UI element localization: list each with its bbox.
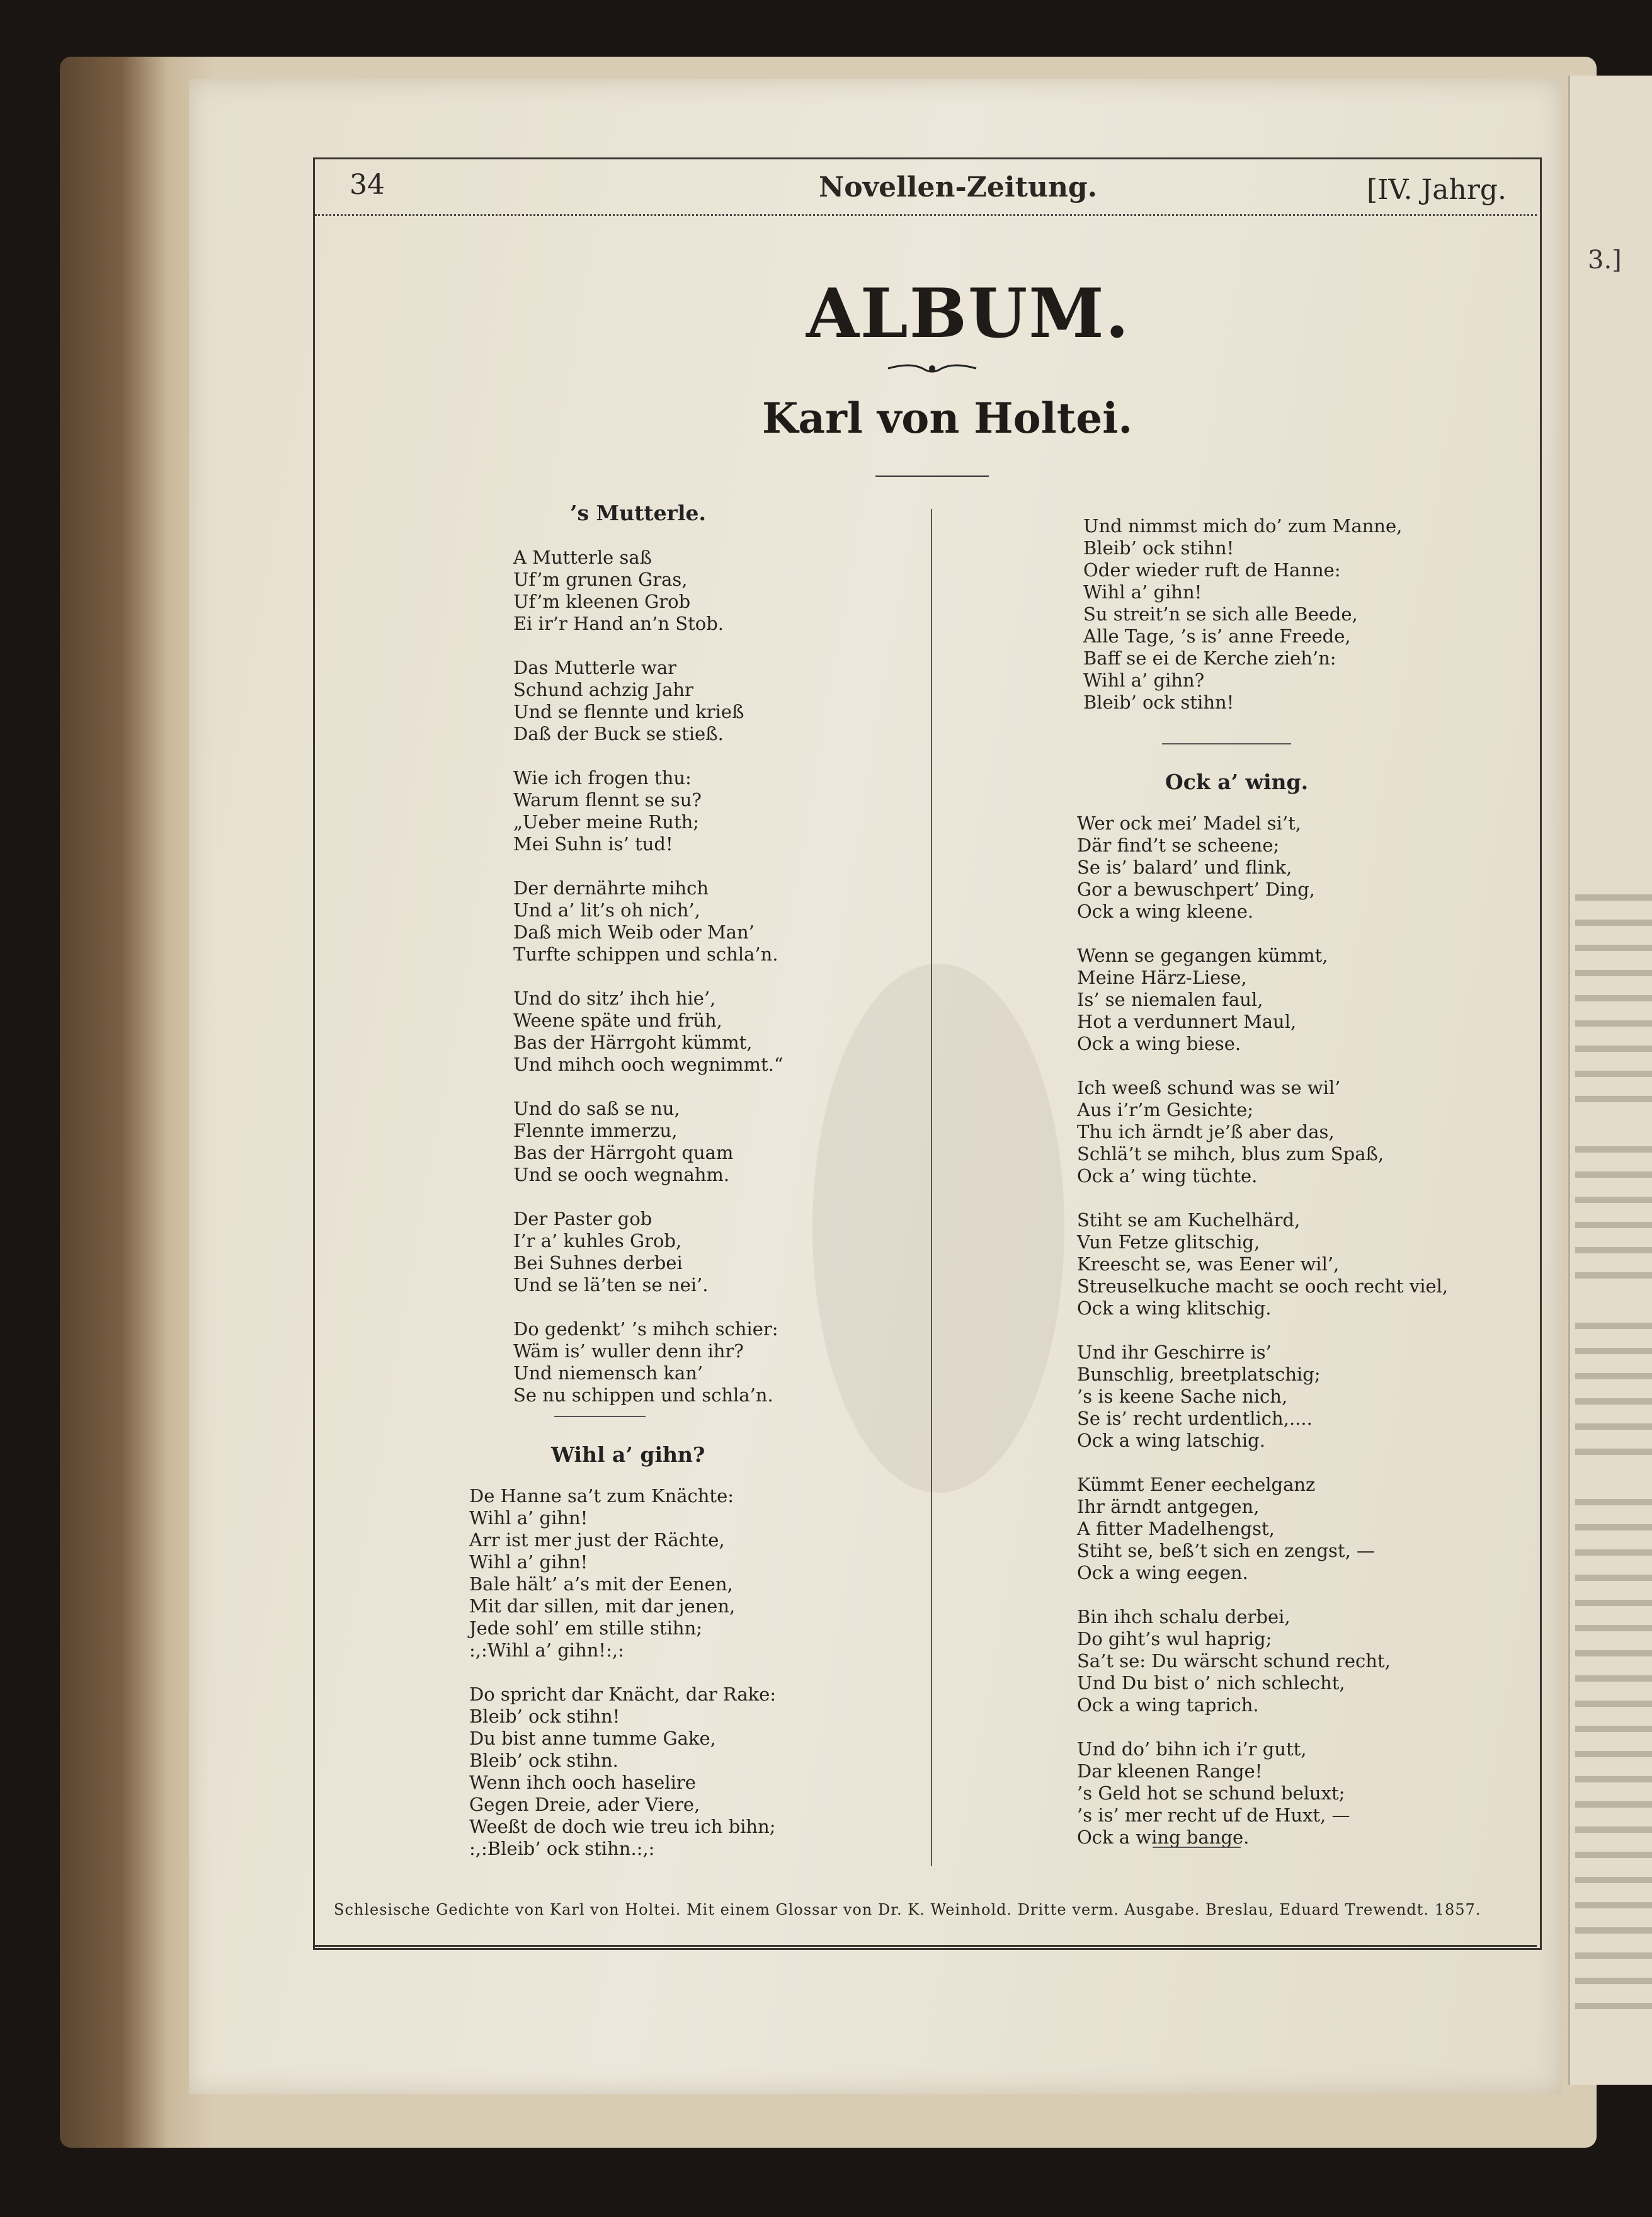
poem-separator — [1153, 1847, 1241, 1848]
adjacent-page — [1568, 76, 1652, 2085]
poem-title-mutterle: ’s Mutterle. — [570, 501, 706, 525]
poem-text-wihl-a-gihn-continued: Und nimmst mich do’ zum Manne, Bleib’ ock stihn! Oder wieder ruft de Hanne: Wihl a’ gihn! Su streit’n se sich alle Beede, Alle Tage, ’s is’ anne Freede, Baff se ei de Kerche zieh’n: Wihl a’ gihn? Bleib’ ock stihn! — [1083, 515, 1403, 713]
running-title: Novellen-Zeitung. — [819, 171, 1098, 203]
adjacent-page-fragment: 3.] — [1588, 246, 1622, 275]
volume-label: [IV. Jahrg. — [1367, 174, 1507, 206]
author-rule — [875, 476, 989, 477]
album-title: ALBUM. — [806, 274, 1131, 353]
source-citation: Schlesische Gedichte von Karl von Holtei. Mit einem Glossar von Dr. K. Weinhold. Dritte verm. Ausgabe. Breslau, Eduard Trewendt. 1857. — [334, 1901, 1481, 1918]
poem-text-wihl-a-gihn: De Hanne sa’t zum Knächte: Wihl a’ gihn! Arr ist mer just der Rächte, Wihl a’ gihn! Bale hält’ a’s mit der Eenen, Mit dar sillen, mit dar jenen, Jede sohl’ em stille stihn; :,:Wihl a’ gihn!:,: Do spricht dar Knächt, dar Rake: Bleib’ ock stihn! Du bist anne tumme Gake, Bleib’ ock stihn. Wenn ihch ooch haselire Gegen Dreie, ader Viere, Weeßt de doch wie treu ich bihn; :,:Bleib’ ock stihn.:,: — [469, 1485, 777, 1859]
footer-rule — [315, 1945, 1537, 1947]
author-name: Karl von Holtei. — [762, 394, 1133, 443]
poem-separator — [1162, 743, 1291, 744]
page-number: 34 — [350, 169, 385, 201]
poem-separator — [554, 1416, 646, 1417]
header-rule — [315, 214, 1537, 216]
flourish-ornament-icon — [885, 359, 979, 378]
poem-title-ock-a-wing: Ock a’ wing. — [1165, 770, 1309, 794]
poem-title-wihl-a-gihn: Wihl a’ gihn? — [551, 1442, 705, 1467]
poem-text-mutterle: A Mutterle saß Uf’m grunen Gras, Uf’m kleenen Grob Ei ir’r Hand an’n Stob. Das Mutterle war Schund achzig Jahr Und se flennte und krieß Daß der Buck se stieß. Wie ich frogen thu: Warum flennt se su? „Ueber meine Ruth; Mei Suhn is’ tud! Der dernährte mihch Und a’ lit’s oh nich’, Daß mich Weib oder Man’ Turfte schippen und schla’n. Und do sitz’ ihch hie’, Weene späte und früh, Bas der Härrgoht kümmt, Und mihch ooch wegnimmt.“ Und do saß se nu, Flennte immerzu, Bas der Härrgoht quam Und se ooch wegnahm. Der Paster gob I’r a’ kuhles Grob, Bei Suhnes derbei Und se lä’ten se nei’. Do gedenkt’ ’s mihch schier: Wäm is’ wuller denn ihr? Und niemensch kan’ Se nu schippen und schla’n. — [513, 547, 783, 1406]
column-divider — [931, 509, 932, 1866]
poem-text-ock-a-wing: Wer ock mei’ Madel si’t, Där find’t se scheene; Se is’ balard’ und flink, Gor a bewuschpert’ Ding, Ock a wing kleene. Wenn se gegangen kümmt, Meine Härz-Liese, Is’ se niemalen faul, Hot a verdunnert Maul, Ock a wing biese. Ich weeß schund was se wil’ Aus i’r’m Gesichte; Thu ich ärndt je’ß aber das, Schlä’t se mihch, blus zum Spaß, Ock a’ wing tüchte. Stiht se am Kuchelhärd, Vun Fetze glitschig, Kreescht se, was Eener wil’, Streuselkuche macht se ooch recht viel, Ock a wing klitschig. Und ihr Geschirre is’ Bunschlig, breetplatschig; ’s is keene Sache nich, Se is’ recht urdentlich,.... Ock a wing latschig. Kümmt Eener eechelganz Ihr ärndt antgegen, A fitter Madelhengst, Stiht se, beß’t sich en zengst, — Ock a wing eegen. Bin ihch schalu derbei, Do giht’s wul haprig; Sa’t se: Du wärscht schund recht, Und Du bist o’ nich schlecht, Ock a wing taprich. Und do’ bihn ich i’r gutt, Dar kleenen Range! ’s Geld hot se schund beluxt; ’s is’ mer recht uf de Huxt, — Ock a wing bange. — [1077, 812, 1449, 1848]
